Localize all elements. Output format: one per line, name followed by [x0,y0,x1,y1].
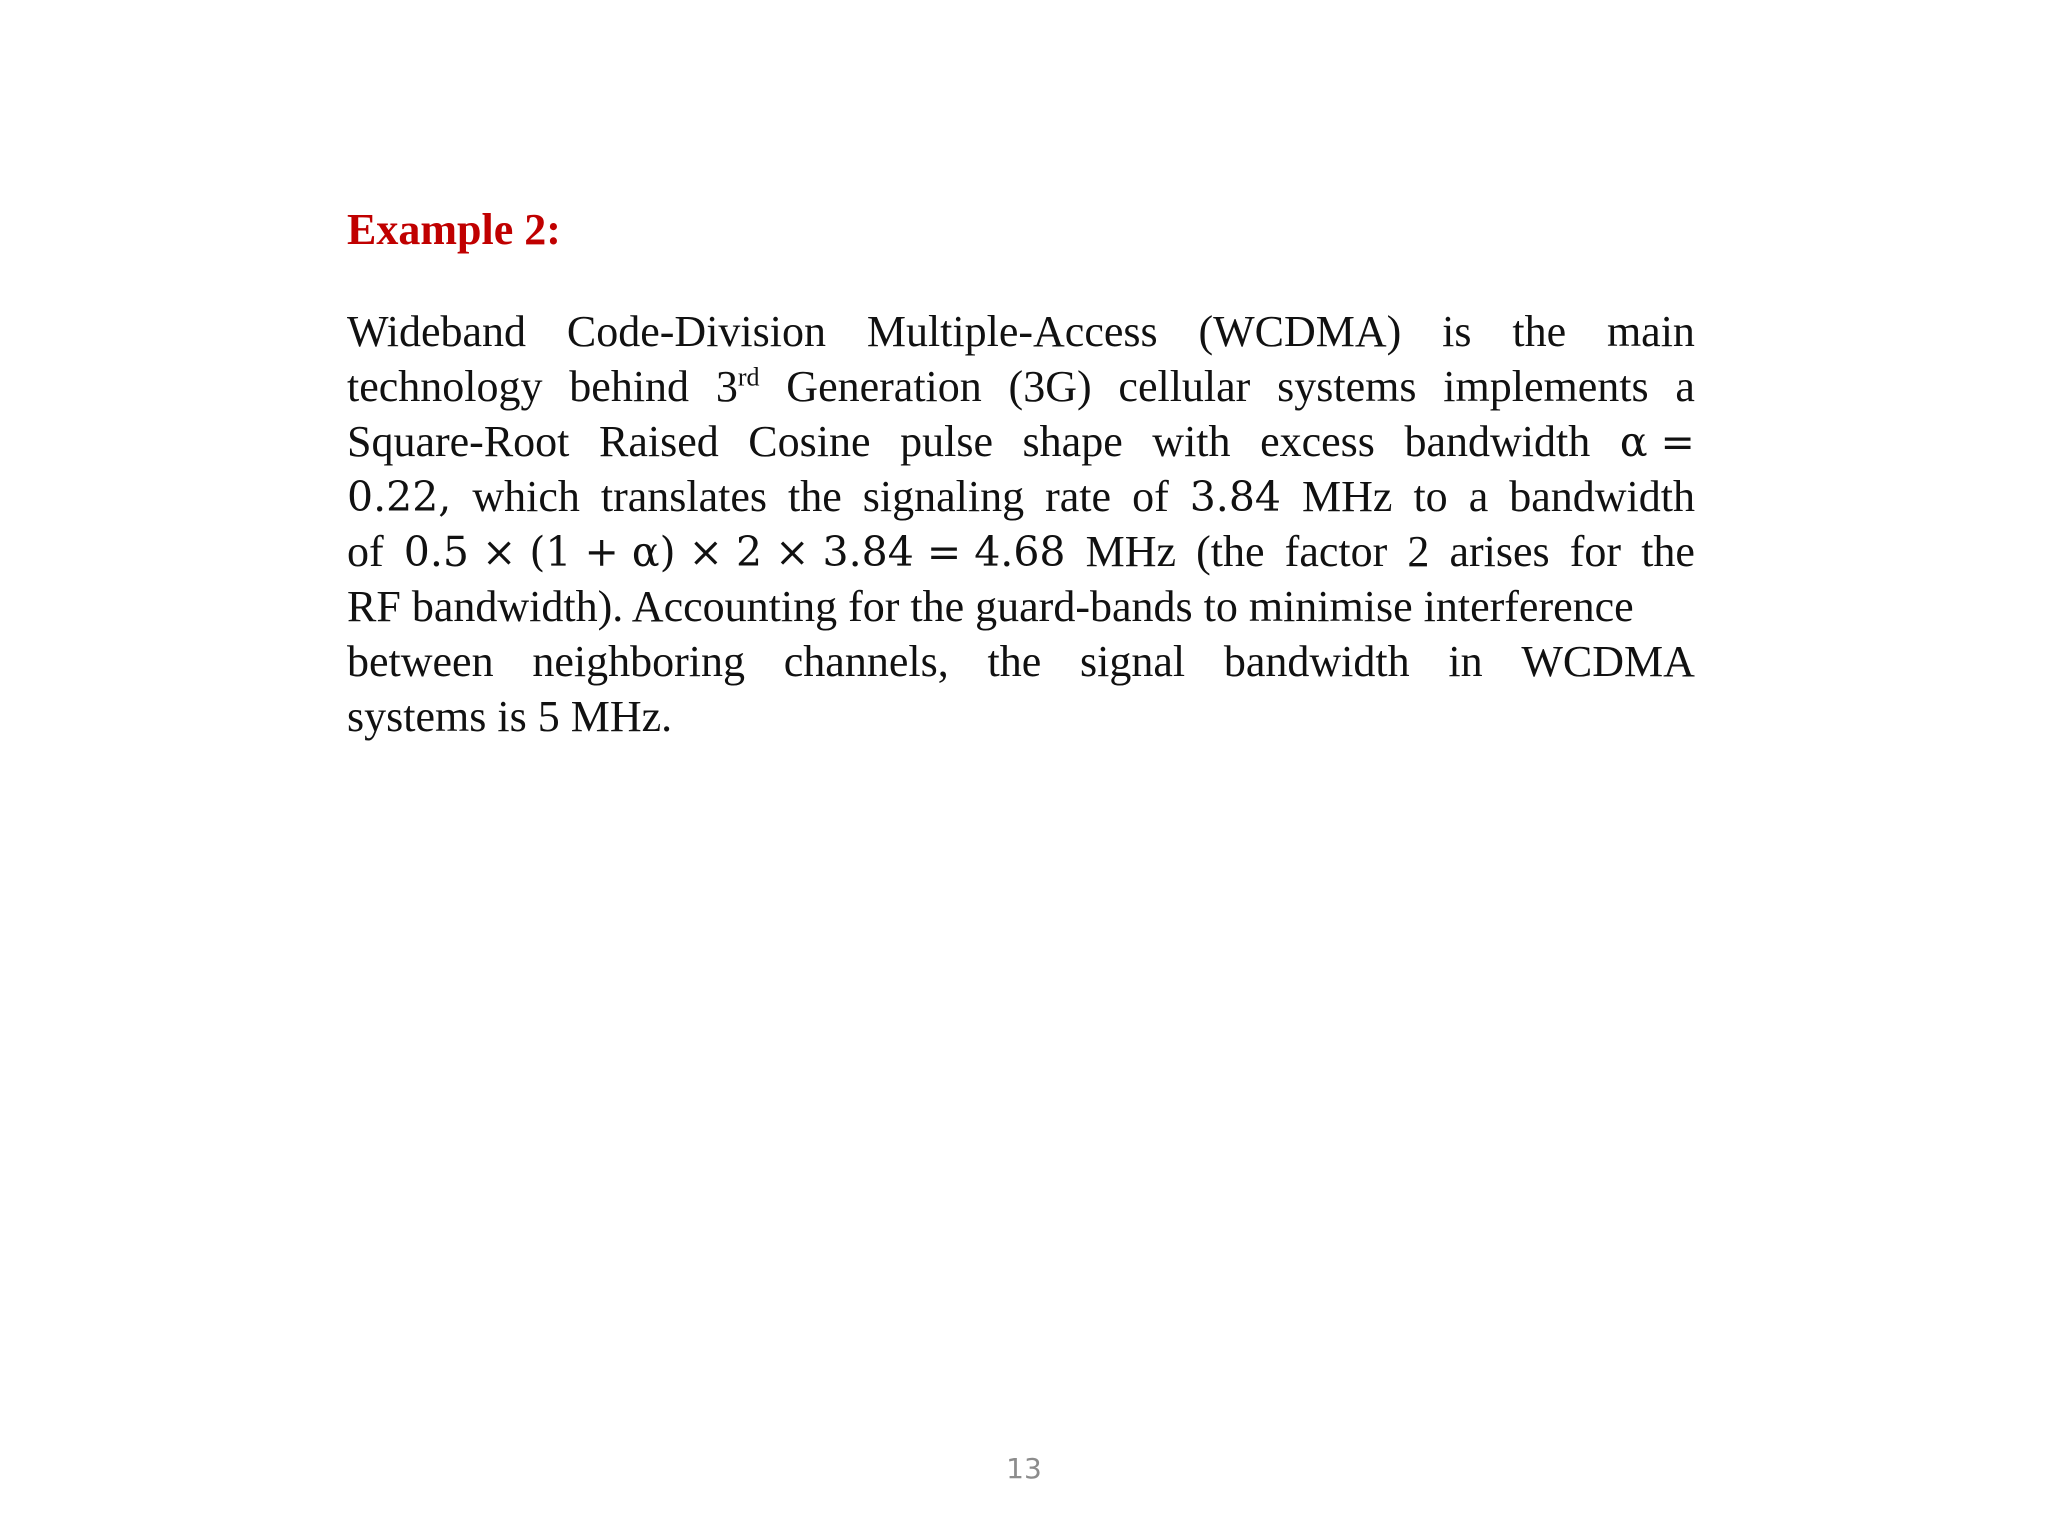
word: in [1448,637,1483,686]
word: 2 [1407,527,1430,576]
word: (3G) [1008,362,1092,411]
word: main [1606,307,1695,356]
word: neighboring [532,637,745,686]
word: systems [1277,362,1417,411]
word: of [347,527,384,576]
word: behind [569,362,690,411]
word: Multiple-Access [866,307,1158,356]
word: MHz [1302,472,1393,521]
word: a [1675,362,1695,411]
word: arises [1449,527,1550,576]
word: Code-Division [566,307,826,356]
word: the [1512,307,1567,356]
word: rate [1045,472,1112,521]
word: bandwidth [1404,417,1591,466]
word: WCDMA [1521,637,1695,686]
word: Cosine [748,417,871,466]
word: bandwidth [1223,637,1410,686]
word: factor [1284,527,1388,576]
word: translates [600,472,768,521]
alpha-value-math: 0.22, [347,473,452,521]
line-text: systems is 5 MHz. [347,692,673,741]
paragraph-line-4 [347,469,1695,524]
word: technology [347,362,543,411]
paragraph-line-8 [347,689,1695,744]
word: channels, [783,637,949,686]
word: to [1413,472,1448,521]
word: is [1442,307,1472,356]
word: signal [1080,637,1186,686]
word: pulse [900,417,993,466]
line-text: RF bandwidth). Accounting for the guard-bands to minimise interference [347,582,1634,631]
example-paragraph [347,304,1695,744]
word: (WCDMA) [1198,307,1402,356]
word: excess [1260,417,1375,466]
signaling-rate-math: 3.84 [1189,473,1282,521]
paragraph-line-5 [347,524,1695,579]
word: signaling [862,472,1025,521]
ordinal-superscript: rd [737,362,760,392]
word: Raised [598,417,719,466]
alpha-equals-math: α = [1619,418,1695,466]
word: bandwidth [1509,472,1695,521]
paragraph-line-6 [347,579,1695,634]
word: the [788,472,842,521]
ordinal-3rd [716,359,760,414]
example-heading: Example 2: [347,205,561,254]
word: of [1132,472,1169,521]
paragraph-line-1 [347,304,1695,359]
bandwidth-equation: 0.5 × (1 + α) × 2 × 3.84 = 4.68 [403,528,1066,576]
word: Wideband [347,307,527,356]
word: (the [1196,527,1265,576]
paragraph-line-3 [347,414,1695,469]
word: which [472,472,580,521]
word: shape [1022,417,1123,466]
ordinal-base: 3 [715,362,738,411]
word: Generation [786,362,982,411]
paragraph-line-2 [347,359,1695,414]
word: the [1641,527,1695,576]
page-number: 13 [1006,1452,1042,1485]
word: a [1468,472,1489,521]
word: with [1152,417,1231,466]
word: Square-Root [347,417,570,466]
word: implements [1443,362,1649,411]
word: for [1569,527,1622,576]
word: MHz [1085,527,1177,576]
paragraph-line-7 [347,634,1695,689]
word: cellular [1118,362,1251,411]
slide-content [347,205,1695,744]
word: the [987,637,1042,686]
word: between [347,637,494,686]
